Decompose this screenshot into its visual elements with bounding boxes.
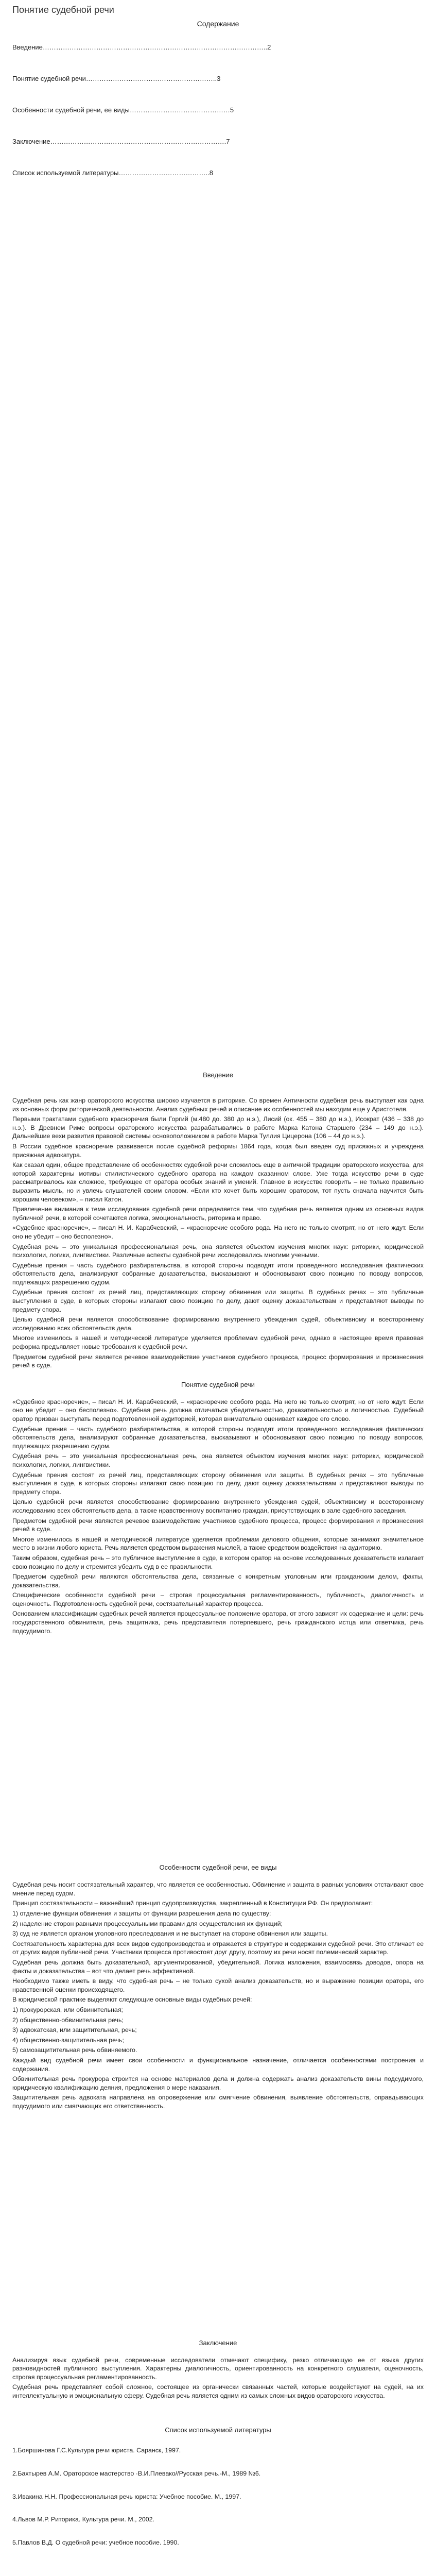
toc-item-page: 3 — [217, 75, 221, 82]
features-paragraph: 2) наделение сторон равными процессуальными правами для осуществления их функций; — [12, 1920, 283, 1927]
bibliography-item: 5.Павлов В.Д. О судебной речи: учебное пособие. 1990. — [12, 2538, 179, 2546]
intro-paragraph: Предметом судебной речи является речевое взаимодействие участников судебного процесса, процесс формирования и произнесения речей в суде. — [12, 1353, 424, 1369]
toc-item-features — [12, 106, 426, 114]
features-paragraph: Принцип состязательности – важнейший принцип судопроизводства, закрепленный в Конституции РФ. Он предполагает: — [12, 1900, 373, 1907]
section-gap — [10, 1637, 426, 1863]
toc-item-label: Особенности судебной речи, ее виды — [12, 106, 130, 114]
toc-heading: Содержание — [197, 20, 239, 28]
intro-paragraph: Привлечение внимания к теме исследования судебной речи определяется тем, что судебная речь является одним из основных видов публичной речи, в которой сочетаются логика, эмоциональность, риторика и право. — [12, 1206, 424, 1222]
features-paragraph: 1) прокурорская, или обвинительная; — [12, 2006, 123, 2013]
toc-item-label: Понятие судебной речи — [12, 75, 86, 82]
toc-item-dots: ……………………………………………………………………. — [50, 138, 226, 145]
intro-paragraph: Многое изменилось в нашей и методической литературе уделяется проблемам судебной речи, однако в настоящее время правовая реформа предъявляет новые требования к судебной речи. — [12, 1334, 424, 1351]
features-paragraph: 4) общественно-защитительная речь; — [12, 2036, 124, 2044]
toc-item-dots: ……………………………………………………………………………………….. — [42, 43, 268, 51]
concept-paragraph: Судебные прения состоят из речей лиц, представляющих сторону обвинения или защиты. В судебных речах – это публичные выступления в суде, в которых стороны излагают свою позицию по делу, дают оценку доказательствам и представляют выводы по предмету спора. — [12, 1471, 424, 1496]
features-paragraph: 5) самозащитительная речь обвиняемого. — [12, 2046, 137, 2054]
features-paragraph: Каждый вид судебной речи имеет свои особенности и функциональное назначение, отличается особенностями построения и содержания. — [12, 2056, 424, 2073]
features-paragraph: 2) общественно-обвинительная речь; — [12, 2016, 124, 2024]
intro-paragraph: В России судебное красноречие развивается после судебной реформы 1864 года, когда был введен суд присяжных и учреждена присяжная адвокатура. — [12, 1142, 424, 1159]
features-paragraph: 3) суд не является органом уголовного преследования и не выступает на стороне обвинения или защиты. — [12, 1930, 328, 1938]
section-gap — [10, 2401, 426, 2426]
features-paragraph: Судебная речь носит состязательный характер, что является ее особенностью. Обвинение и защита в равных условиях отстаивают свое мнение перед судом. — [12, 1881, 424, 1897]
concept-paragraph: Целью судебной речи является способствование формированию внутреннего убеждения судей, объективному и всестороннему исследованию всех обстоятельств дела, а также нравственному воспитанию граждан, присутствующих в зале судебного заседания. — [12, 1498, 424, 1514]
features-title: Особенности судебной речи, ее виды — [159, 1863, 277, 1872]
concept-paragraph: Судебные прения – часть судебного разбирательства, в которой стороны подводят итоги проведенного исследования фактических обстоятельств дела, анализируют собранные доказательства, высказывают и обосновывают свою позицию по поводу вопросов, подлежащих разрешению судом. — [12, 1425, 424, 1450]
blank-page-space — [10, 200, 426, 1071]
toc-item-page: 2 — [267, 43, 271, 51]
intro-paragraph: Судебные прения – часть судебного разбирательства, в которой стороны подводят итоги проведенного исследования фактических обстоятельств дела, анализируют собранные доказательства, высказывают и обосновывают свою позицию по поводу вопросов, подлежащих разрешению судом. — [12, 1261, 424, 1286]
concept-paragraph: Предметом судебной речи являются обстоятельства дела, связанные с конкретным уголовным или гражданским делом, факты, доказательства. — [12, 1573, 424, 1589]
intro-paragraph: Как сказал один, общее представление об особенностях судебной речи сложилось еще в античной традиции ораторского искусства, для которой характерны мотивы стилистического судебного оратора на каждом сказанном слове. Уже тогда искусство речи в суде рассматривалось как сложное, требующее от оратора особых знаний и умений. Главное в искусстве говорить – не только правильно выразить мысль, но и увлечь слушателей своим словом. «Если кто хочет быть хорошим оратором, тот пусть сначала научится быть хорошим человеком», – писал Катон. — [12, 1161, 424, 1203]
bibliography-item: 3.Ивакина Н.Н. Профессиональная речь юриста: Учебное пособие. М., 1997. — [12, 2493, 241, 2500]
toc-item-dots: ………………………………….. — [118, 169, 210, 177]
toc-item-introduction — [12, 43, 426, 51]
concept-paragraph: Специфические особенности судебной речи – строгая процессуальная регламентированность, публичность, диалогичность и оценочность. Подготовленность судебной речи, состязательный характер процесса. — [12, 1591, 424, 1607]
features-paragraph: 1) отделение функции обвинения и защиты от функции разрешения дела по существу; — [12, 1910, 271, 1918]
features-paragraph: Необходимо также иметь в виду, что судебная речь – не только сухой анализ доказательств, но и выражение позиции оратора, его нравственной оценки происходящего. — [12, 1977, 424, 1993]
concept-paragraph: Основанием классификации судебных речей является процессуальное положение оратора, от этого зависят их содержание и цели: речь государственного обвинителя, речь защитника, речь представителя потерпевшего, речь гражданского истца или ответчика, речь подсудимого. — [12, 1610, 424, 1635]
conclusion-title: Заключение — [199, 2338, 237, 2347]
features-paragraph: В юридической практике выделяют следующие основные виды судебных речей: — [12, 1996, 252, 2004]
intro-paragraph: «Судебное красноречие», – писал Н. И. Карабчевский, – «красноречие особого рода. На него не только смотрят, но от него ждут. Если оно не убедит – оно бесполезно». — [12, 1224, 424, 1240]
toc-item-concept — [12, 75, 426, 82]
features-paragraph: Судебная речь должна быть доказательной, аргументированной, убедительной. Логика изложения, взаимосвязь доводов, опора на факты и доказательства – вот что делает речь эффективной. — [12, 1959, 424, 1975]
toc-item-label: Список используемой литературы — [12, 169, 119, 177]
bibliography-item: 2.Бахтырев А.М. Ораторское мастерство ·В.И.Плевако//Русская речь.-М., 1989 №6. — [12, 2470, 261, 2478]
bibliography-title: Список используемой литературы — [165, 2426, 271, 2434]
features-paragraph: 3) адвокатская, или защитительная, речь; — [12, 2026, 137, 2034]
toc-item-dots: ……………………………………… — [129, 106, 230, 114]
conclusion-paragraph: Судебная речь представляет собой сложное, состоящее из органически связанных частей, которые воздействуют на судей, на их интеллектуальную и эмоциональную сферу. Судебная речь является одним из самых сложных видов ораторского искусства. — [12, 2383, 424, 2399]
concept-paragraph: Судебная речь – это уникальная профессиональная речь, она является объектом изучения многих наук: риторики, юридической психологии, логики, лингвистики. — [12, 1452, 424, 1468]
document-title: Понятие судебной речи — [12, 5, 114, 15]
intro-paragraph: Первыми трактатами судебного красноречия были Горгий (м.480 до. 380 до н.э.), Лисий (ок. 455 – 380 до н.э.), Исократ (436 – 338 до н.э.). В Древнем Риме вопросы ораторского искусства разрабатывались в работе Марка Катона Старшего (234 – 149 до н.э.). Дальнейшие вехи развития правовой системы основоположником в работе Марка Туллия Цицерона (106 – 44 до н.э.). — [12, 1115, 424, 1140]
toc-item-page: 7 — [226, 138, 230, 145]
toc-item-page: 5 — [230, 106, 234, 114]
toc-item-conclusion — [12, 138, 426, 145]
concept-paragraph: Таким образом, судебная речь – это публичное выступление в суде, в котором оратор на основе исследованных доказательств излагает свою позицию по делу и стремится убедить суд в ее правильности. — [12, 1554, 424, 1570]
intro-paragraph: Целью судебной речи является способствование формированию внутреннего убеждения судей, объективному и всестороннему исследованию всех обстоятельств дела. — [12, 1316, 424, 1332]
concept-paragraph: «Судебное красноречие», – писал Н. И. Карабчевский, – «красноречие особого рода. На него не только смотрят, но от него ждут. Если оно не убедит – оно бесполезно». Судебная речь должна отличаться убедительностью, доказательностью и логичностью. Судебный оратор призван выступать перед подготовленной аудиторией, которая внимательно оценивает каждое его слово. — [12, 1398, 424, 1422]
section-gap — [10, 2112, 426, 2339]
intro-paragraph: Судебные прения состоят из речей лиц, представляющих сторону обвинения или защиты. В судебных речах – это публичные выступления в суде, в которых стороны излагают свою позицию по делу, дают оценку доказательствам и представляют выводы по предмету спора. — [12, 1289, 424, 1313]
features-paragraph: Состязательность характерна для всех видов судопроизводства и отражается в структуре и содержании судебной речи. Это отличает ее от других видов публичной речи. Участники процесса противостоят друг другу, поэтому их речи носят полемический характер. — [12, 1940, 424, 1956]
conclusion-paragraph: Анализируя язык судебной речи, современные исследователи отмечают специфику, резко отличающую ее от языка других разновидностей публичного выступления. Характерны диалогичность, ориентированность на конкретного слушателя, оценочность, строгая процессуальная регламентированность. — [12, 2356, 424, 2381]
intro-paragraph: Судебная речь как жанр ораторского искусства широко изучается в риторике. Со времен Античности судебная речь выступает как одна из основных форм риторической деятельности. Анализ судебных речей и описание их особенностей мы находим еще у Аристотеля. — [12, 1097, 424, 1113]
section-gap — [10, 1371, 426, 1381]
toc-item-label: Заключение — [12, 138, 50, 145]
concept-paragraph: Предметом судебной речи являются речевое взаимодействие участников судебного процесса, процесс формирования и произнесения речей в суде. — [12, 1517, 424, 1533]
toc-item-bibliography — [12, 169, 426, 177]
toc-item-page: 8 — [209, 169, 213, 177]
intro-title: Введение — [203, 1071, 233, 1079]
intro-paragraph: Судебная речь – это уникальная профессиональная речь, она является объектом изучения многих наук: риторики, юридической психологии, логики, лингвистики. Различные аспекты судебной речи исследовались многими учеными. — [12, 1243, 424, 1259]
toc-item-dots: ………………………………………………….. — [85, 75, 217, 82]
concept-title: Понятие судебной речи — [181, 1380, 255, 1388]
bibliography-item: 4.Львов М.Р. Риторика. Культура речи. М., 2002. — [12, 2516, 154, 2523]
concept-paragraph: Многое изменилось в нашей и методической литературе уделяется проблемам делового общения, которые занимают значительное место в жизни любого юриста. Речь является средством выражения мыслей, а также средством воздействия на аудиторию. — [12, 1535, 424, 1552]
toc-item-label: Введение — [12, 43, 43, 51]
bibliography-item: 1.Бояршинова Г.С.Культура речи юриста. Саранск, 1997. — [12, 2447, 181, 2454]
features-paragraph: Защитительная речь адвоката направлена на опровержение или смягчение обвинения, выявление обстоятельств, оправдывающих подсудимого или смягчающих его ответственность. — [12, 2094, 424, 2110]
features-paragraph: Обвинительная речь прокурора строится на основе материалов дела и должна содержать анализ доказательств вины подсудимого, юридическую квалификацию деяния, предложения о мере наказания. — [12, 2075, 424, 2091]
